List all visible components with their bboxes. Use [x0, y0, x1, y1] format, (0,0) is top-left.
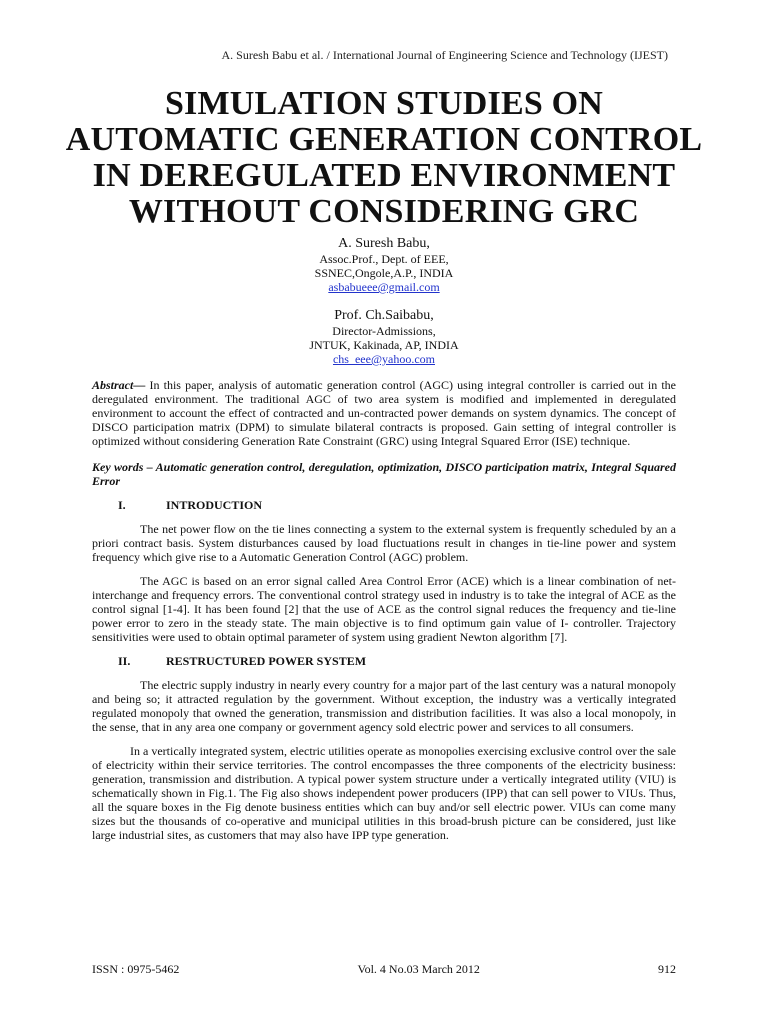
footer-page-number: 912 — [658, 962, 676, 976]
footer-volume: Vol. 4 No.03 March 2012 — [357, 962, 480, 976]
author-2 — [0, 308, 768, 366]
author-affiliation: Assoc.Prof., Dept. of EEE, — [319, 252, 449, 266]
author-name: Prof. Ch.Saibabu, — [334, 308, 434, 323]
author-email-link[interactable]: chs_eee@yahoo.com — [332, 352, 435, 366]
section-heading — [92, 498, 676, 512]
paper-title — [60, 86, 708, 230]
section-number: II. — [118, 654, 131, 668]
section-heading — [92, 654, 676, 668]
paragraph: The electric supply industry in nearly every country for a major part of the last century was a natural monopoly and being so; it attracted regulation by the government. Without exception, the industry was a vertically integrated regulated monopoly that owned the generation, transmission and distribution facilities. It was also a local monopoly, in the sense, that in any area one company or government agency sold electric power and services to all consumers. — [92, 678, 676, 734]
author-name: A. Suresh Babu, — [338, 236, 430, 251]
running-head: A. Suresh Babu et al. / International Journal of Engineering Science and Technology (IJEST) — [221, 48, 668, 62]
paragraph: In a vertically integrated system, electric utilities operate as monopolies exercising exclusive control over the sale of electricity within their service territories. The control encompasses the three components of the electricity business: generation, transmission and distribution. A typical power system structure under a vertically integrated utility (VIU) is schematically shown in Fig.1. The Fig also shows independent power producers (IPP) that can sell power to VIUs. Thus, all the square boxes in the Fig denote business entities which can buy and/or sell electric power. VIUs can come many sizes but the thousands of co-operative and municipal utilities in this broad-brush picture can be considered, just like large industrial sites, as customers that may also have IPP type generation. — [92, 744, 676, 842]
section-title: INTRODUCTION — [166, 498, 263, 512]
abstract-text: In this paper, analysis of automatic generation control (AGC) using integral controller is carried out in the deregulated environment. The traditional AGC of two area system is modified and implemented in deregulated environment to account the effect of contracted and un-contracted power demands on system dynamics. The concept of DISCO participation matrix (DPM) to simulate bilateral contracts is proposed. Gain setting of integral controller is optimized without considering Generation Rate Constraint (GRC) using Integral Squared Error (ISE) technique. — [92, 378, 676, 448]
author-affiliation: JNTUK, Kakinada, AP, INDIA — [309, 338, 459, 352]
abstract-label: Abstract— — [92, 378, 146, 392]
author-block — [0, 236, 768, 380]
section-title: RESTRUCTURED POWER SYSTEM — [166, 654, 367, 668]
title-line: SIMULATION STUDIES ON — [164, 85, 604, 122]
title-line: AUTOMATIC GENERATION CONTROL — [65, 121, 703, 158]
paragraph: The AGC is based on an error signal called Area Control Error (ACE) which is a linear combination of net-interchange and frequency errors. The conventional control strategy used in industry is to take the integral of ACE as the control signal [1-4]. It has been found [2] that the use of ACE as the control signal reduces the frequency and tie-line power error to zero in the steady state. The main objective is to find optimum gain value of I- controller. Trajectory sensitivities were used to obtain optimal parameter of system using gradient Newton algorithm [7]. — [92, 574, 676, 644]
author-1 — [0, 236, 768, 294]
paragraph: The net power flow on the tie lines connecting a system to the external system is frequently scheduled by an a priori contract basis. System disturbances caused by load fluctuations result in changes in tie-line power and system frequency which give rise to a Automatic Generation Control (AGC) problem. — [92, 522, 676, 564]
body-text — [92, 378, 676, 852]
author-email-link[interactable]: asbabueee@gmail.com — [328, 280, 440, 294]
abstract — [92, 378, 676, 448]
title-line: IN DEREGULATED ENVIRONMENT — [92, 157, 676, 194]
page-footer — [92, 962, 676, 977]
author-affiliation: SSNEC,Ongole,A.P., INDIA — [314, 266, 454, 280]
section-number: I. — [118, 498, 126, 512]
title-line: WITHOUT CONSIDERING GRC — [128, 193, 640, 230]
keywords: Key words – Automatic generation control, deregulation, optimization, DISCO participation matrix, Integral Squared Error — [92, 460, 676, 488]
author-affiliation: Director-Admissions, — [332, 324, 436, 338]
footer-issn: ISSN : 0975-5462 — [92, 962, 180, 976]
